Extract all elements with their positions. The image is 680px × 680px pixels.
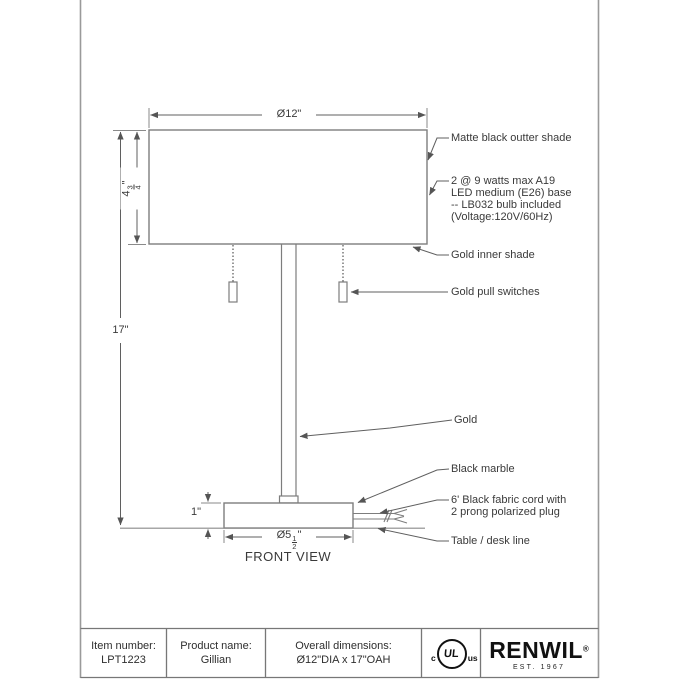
annotation-outer-shade: Matte black outter shade [451, 132, 572, 144]
dim-shade-height-num: 3 [125, 185, 135, 190]
dim-overall-height: 17" [103, 324, 138, 336]
annotation-inner-shade: Gold inner shade [451, 249, 535, 261]
titleblock-item-number [81, 628, 166, 678]
annotation-pull-switches: Gold pull switches [451, 286, 540, 298]
dim-base-diameter-prefix: Ø5 [276, 529, 292, 541]
dim-base-diameter-den: 2 [292, 542, 297, 551]
product-name-label: Product name: [180, 639, 252, 652]
dim-base-diameter-num: 1 [292, 534, 297, 543]
annotation-desk-line: Table / desk line [451, 535, 530, 547]
ul-certification-logo [431, 639, 478, 669]
item-number-value: LPT1223 [101, 654, 146, 666]
dim-shade-height-suffix: " [120, 180, 133, 185]
annotation-cord-line1: 6' Black fabric cord with [451, 494, 567, 506]
dim-shade-height [121, 168, 142, 210]
brand-logo [487, 639, 591, 671]
ul-us-suffix: us [467, 653, 478, 663]
ul-circle [437, 639, 467, 669]
titleblock-overall-dimensions [266, 628, 421, 678]
view-label: FRONT VIEW [244, 549, 332, 564]
power-cord [353, 510, 407, 524]
annotation-bulb-spec [451, 175, 571, 223]
brand-tagline: EST. 1967 [512, 664, 566, 671]
ul-c-prefix: c [431, 653, 436, 663]
lamp-shade-outline [149, 130, 427, 244]
annotation-cord [451, 494, 566, 518]
dim-base-height: 1" [186, 506, 206, 518]
pull-chains [229, 245, 347, 302]
lamp-stem [280, 244, 299, 503]
titleblock-product-name [167, 628, 265, 678]
dim-shade-diameter: Ø12" [262, 108, 316, 120]
annotation-bulb-line1: 2 @ 9 watts max A19 [451, 175, 556, 187]
annotation-bulb-line2: LED medium (E26) base [451, 187, 572, 199]
overall-dimensions-label: Overall dimensions: [295, 639, 392, 652]
annotation-cord-line2: 2 prong polarized plug [451, 506, 560, 518]
sheet-frame [81, 0, 599, 678]
dim-base-diameter-suffix: " [297, 529, 302, 541]
dim-base-diameter [264, 529, 314, 550]
registered-trademark-symbol: ® [582, 644, 589, 654]
lamp-base-outline [224, 503, 353, 528]
annotation-bulb-line3: -- LB032 bulb included [451, 199, 562, 211]
annotation-bulb-line4: (Voltage:120V/60Hz) [451, 211, 553, 223]
item-number-label: Item number: [91, 639, 156, 652]
dim-shade-height-whole: 4 [120, 190, 133, 197]
overall-dimensions-value: Ø12"DIA x 17"OAH [296, 654, 391, 666]
annotation-base-material: Black marble [451, 463, 515, 475]
dim-shade-height-den: 4 [133, 185, 143, 190]
product-name-value: Gillian [200, 654, 232, 666]
annotation-stem: Gold [454, 414, 478, 426]
ul-mark: UL [443, 648, 460, 660]
brand-name: RENWIL [489, 637, 583, 663]
